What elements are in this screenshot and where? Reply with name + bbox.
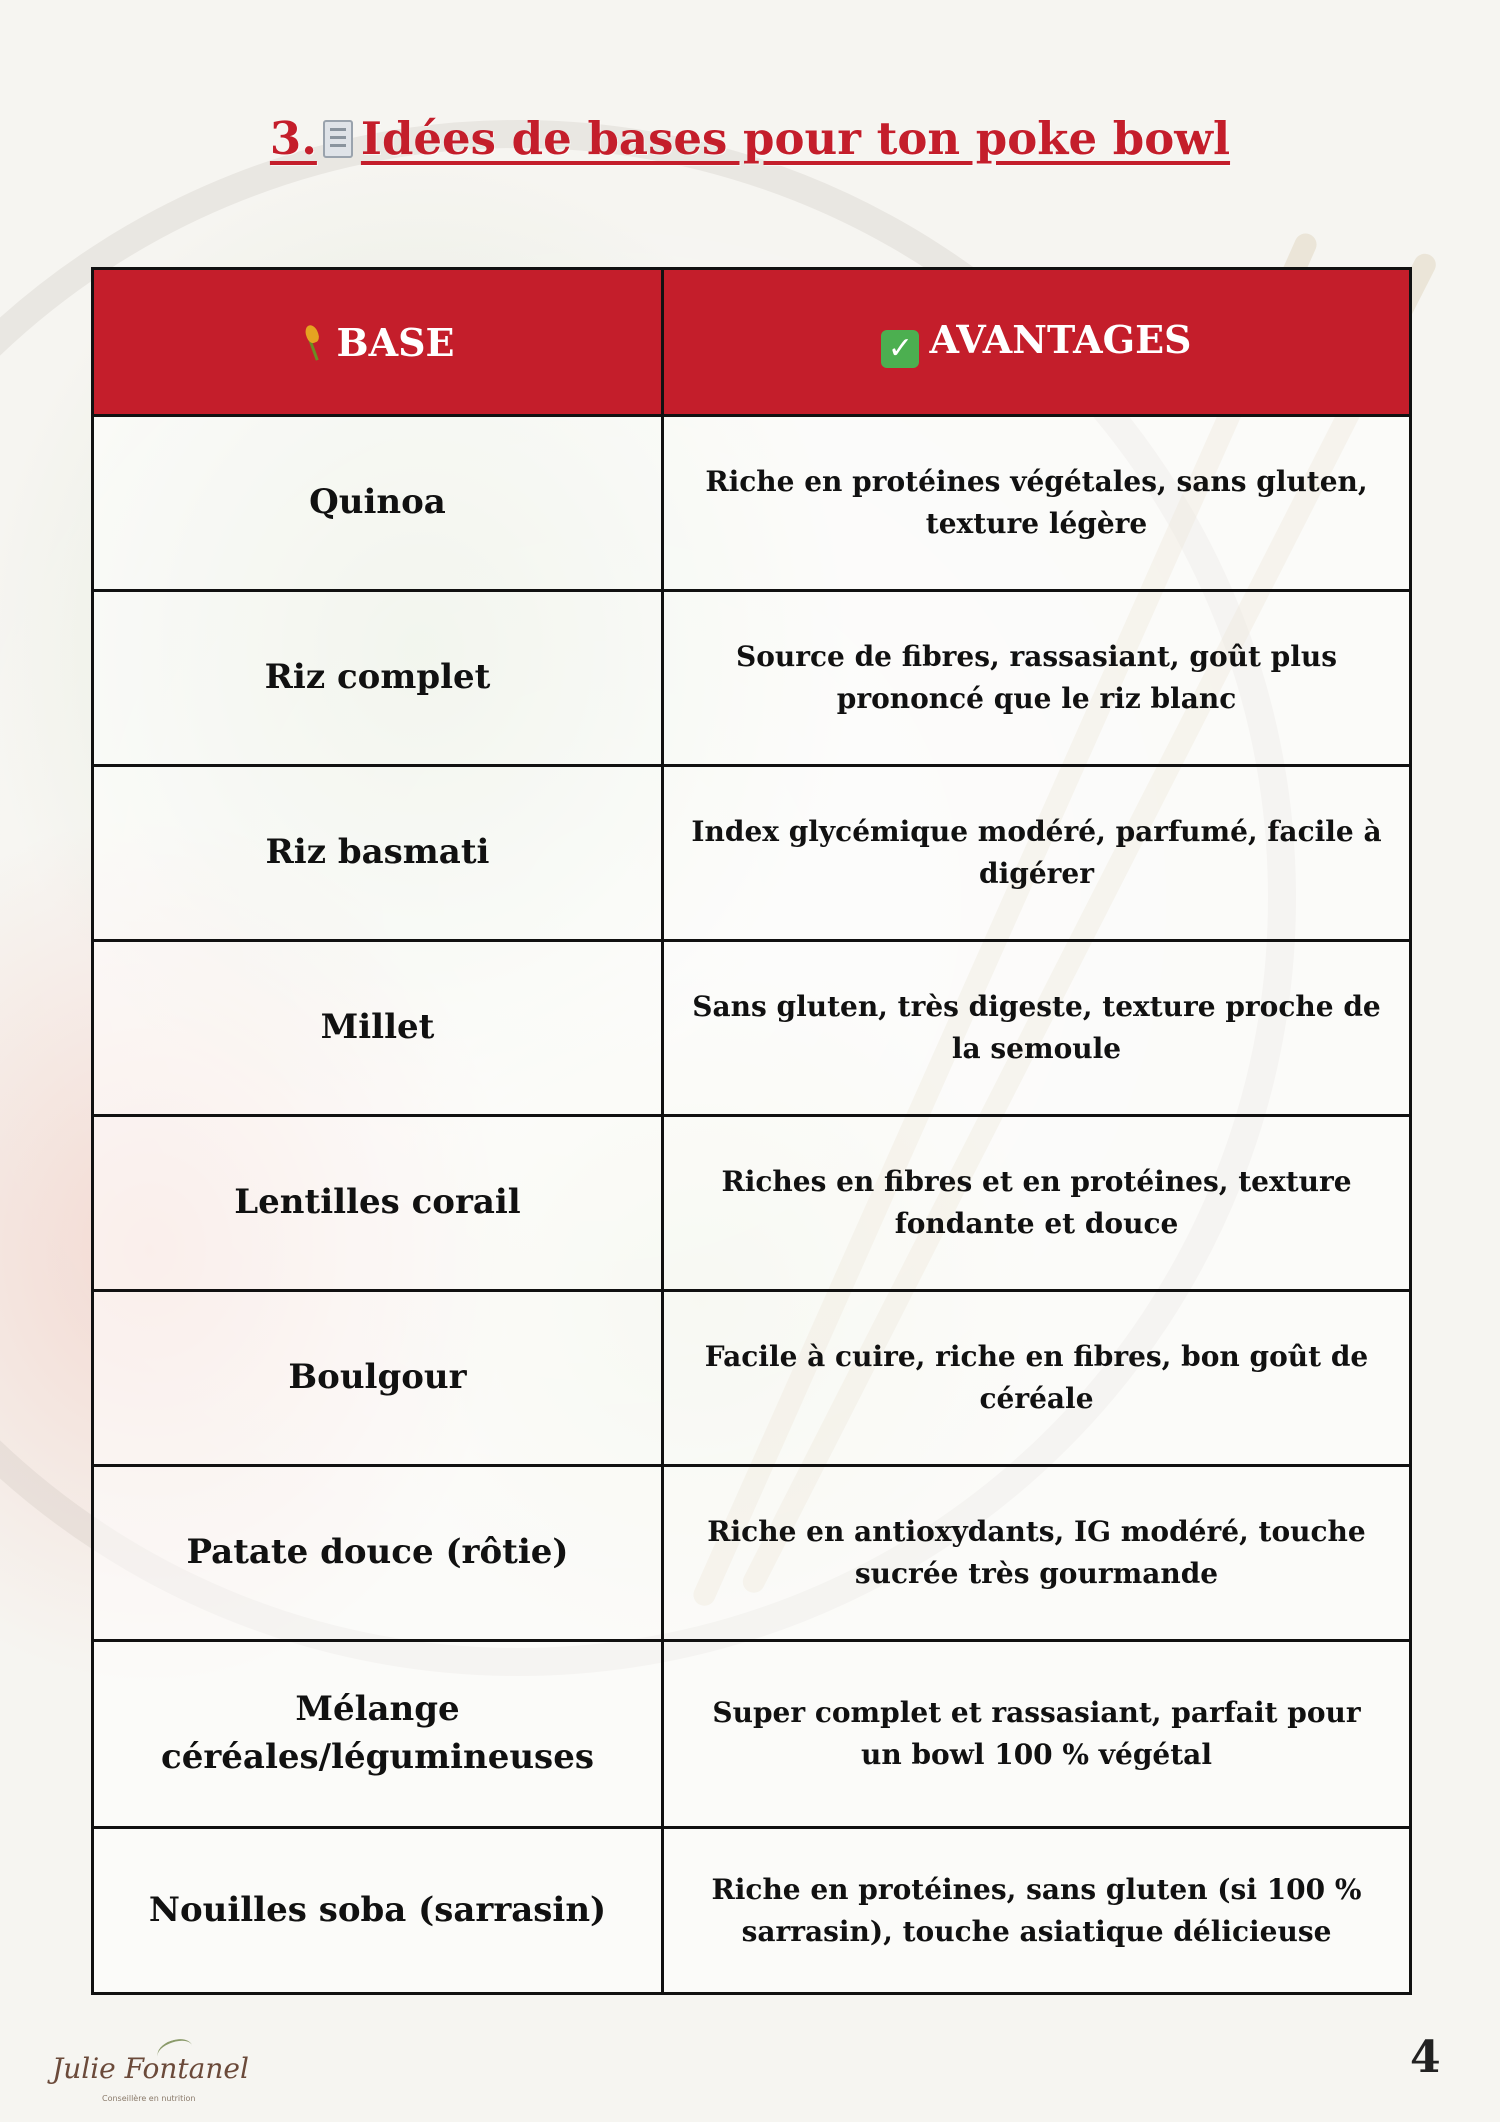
cell-base: Nouilles soba (sarrasin) bbox=[93, 1828, 663, 1994]
newspaper-icon bbox=[323, 120, 353, 158]
table-row bbox=[93, 1828, 1411, 1994]
title-text: Idées de bases pour ton poke bowl bbox=[360, 112, 1231, 165]
cell-advantages: Riche en protéines, sans gluten (si 100 % sarrasin), touche asiatique délicieuse bbox=[663, 1828, 1411, 1994]
cell-advantages: Sans gluten, très digeste, texture proche de la semoule bbox=[663, 941, 1411, 1116]
table-row bbox=[93, 416, 1411, 591]
title-prefix: 3. bbox=[269, 112, 317, 165]
signature-logo bbox=[52, 2040, 249, 2103]
header-base bbox=[93, 269, 663, 416]
table-row bbox=[93, 1116, 1411, 1291]
signature-subtitle: Conseillère en nutrition bbox=[102, 2094, 196, 2103]
wheat-icon bbox=[300, 325, 326, 361]
cell-base: Quinoa bbox=[93, 416, 663, 591]
table-row bbox=[93, 941, 1411, 1116]
header-base-label: BASE bbox=[336, 319, 455, 365]
cell-advantages: Facile à cuire, riche en fibres, bon goût de céréale bbox=[663, 1291, 1411, 1466]
signature-name: Julie Fontanel bbox=[52, 2052, 249, 2085]
cell-advantages: Riche en antioxydants, IG modéré, touche sucrée très gourmande bbox=[663, 1466, 1411, 1641]
table-row bbox=[93, 1641, 1411, 1828]
cell-advantages: Riches en fibres et en protéines, texture fondante et douce bbox=[663, 1116, 1411, 1291]
cell-advantages: Riche en protéines végétales, sans gluten, texture légère bbox=[663, 416, 1411, 591]
table-header-row bbox=[93, 269, 1411, 416]
cell-base: Mélange céréales/légumineuses bbox=[93, 1641, 663, 1828]
cell-base: Lentilles corail bbox=[93, 1116, 663, 1291]
cell-base: Riz basmati bbox=[93, 766, 663, 941]
table-row bbox=[93, 591, 1411, 766]
cell-base: Riz complet bbox=[93, 591, 663, 766]
table-row bbox=[93, 1291, 1411, 1466]
cell-advantages: Index glycémique modéré, parfumé, facile à digérer bbox=[663, 766, 1411, 941]
cell-base: Boulgour bbox=[93, 1291, 663, 1466]
cell-base: Millet bbox=[93, 941, 663, 1116]
header-advantages bbox=[663, 269, 1411, 416]
page-title bbox=[0, 112, 1500, 165]
page-number: 4 bbox=[1410, 2032, 1441, 2083]
check-box-icon: ✓ bbox=[881, 330, 919, 368]
table-row bbox=[93, 766, 1411, 941]
cell-base: Patate douce (rôtie) bbox=[93, 1466, 663, 1641]
cell-advantages: Super complet et rassasiant, parfait pour un bowl 100 % végétal bbox=[663, 1641, 1411, 1828]
cell-advantages: Source de fibres, rassasiant, goût plus prononcé que le riz blanc bbox=[663, 591, 1411, 766]
header-advantages-label: AVANTAGES bbox=[929, 316, 1192, 362]
bases-table bbox=[91, 267, 1412, 1995]
table-row bbox=[93, 1466, 1411, 1641]
